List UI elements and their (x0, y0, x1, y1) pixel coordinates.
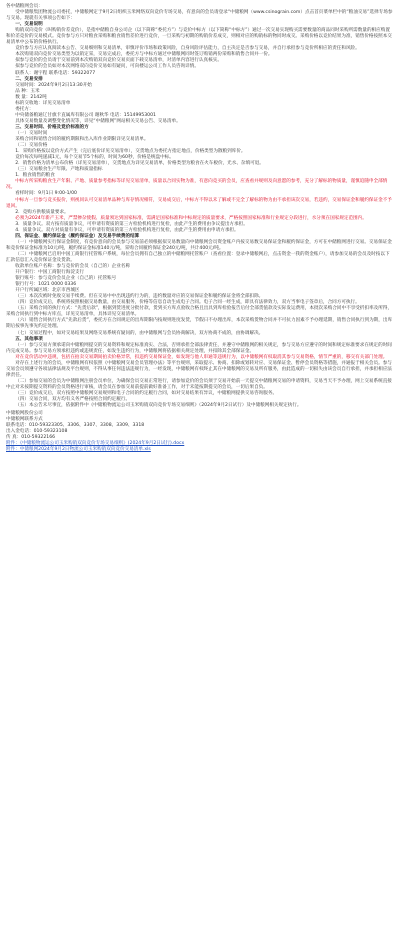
section-3-sub-3: （三）交易粮食生产年限、产地和质量指标 (15, 167, 103, 173)
section-1-para-3: 本次购销双向竞价交易类型为以销定采，交易完成后，委托方与中标方通过中储粮网同时签订购销两份采购和销售合同并一份。 (15, 52, 273, 58)
other-item-5: （五）本公告未尽事宜，依据附件中《中储粮物流运公司玉米购销双向竞价专场交易细则》（2024年9月2日试行）及中储粮网相关规定执行。 (15, 403, 302, 409)
purchase-execution-rule: （五）采购合同的执行方式：“先货后款”，根据到货进度分批付款，货到买方库点验收合格且出具到库检验报告后付全部货值款及实际发运费用，本批次采购合同中不享受折扣率及所得，采购合同执行到中标方库点，详见交易清单，具体详见交易清单。 (6, 306, 393, 318)
section-1-para-2: 竞价参与方应认真阅读本公告、交易细则和交易清单，审慎评价市场和政策风险，自身风险评估能力，自主决定是否参与交易，并自行承担参与竞价所相应的责任和风险。 (15, 46, 360, 52)
section-5-title: 五、其他事项 (15, 336, 43, 342)
intro-paragraph: 受中储粮集团物流公司委托，中储粮网定于9月2日组织玉米网络双向竞价专场交易，有意向的会员请登录“中储粮网（www.csinograin.com）点击首页菜单栏中的“粮油交易”选择专场参与交易。现就有关事项公告如下： (6, 10, 393, 22)
announcement-document (0, 0, 400, 453)
quality-warning-2: 中标方一旦参与竞买报价，则视同认可交易清单品种与库存情况相符，交易成交后，中标方不得以未了解或不完全了解标的物为由不承担该次交易，若违约，交易保证金和履约保证金不予退回。 (6, 197, 392, 209)
section-1-contact: 联系人：谢宇程 联系电话：59322077 (15, 70, 96, 76)
section-3-sub-3-item-4: 4．质量争议。双方对质量有争议，可申请有资质的第三方检验机构进行复检，由此产生的费用由申请方承担。 (15, 227, 239, 233)
bid-step-rule: 竞价每次每吨递减1元，每个交易节5个标的，时间为60秒，价格是统盘中标。 (15, 155, 174, 161)
trade-product: 品 种：玉米 (15, 88, 40, 94)
trade-quantity: 数 量：2142吨 (15, 94, 47, 100)
footer-fund-phone: 出入金电话：010-59323108 (6, 429, 68, 435)
other-item-1: （一）参与交易方须承诺向中储粮网提交的交易资料和规定标准真实、合法，否则承担全部法律责任，并遵守中储粮网的相关规定，参与交易方应遵守的时间和规定标准要求在规定的时间内完成交易。参与交易方须承担违约或违规责任，如发生违约行为，中储粮网将依据相关规定处理，并扣除其全部保证金。 (6, 342, 392, 354)
footer-contact-title: 中储粮网联系方式 (6, 417, 43, 423)
section-3-sub-3-item-3: 3．质量争议。双方按有质量争议，可申请有资质的第三方检验机构进行复检，由此产生的费用由争议提出方承担。 (15, 221, 248, 227)
trade-time: 交易时间：2024年9月2日13:30开始 (15, 82, 92, 88)
violation-warning: 对在竞价活动中违规，包括在拍卖交易期间拍卖价格异常，扣违约交易保证金，如发现与他人串通等违规行为，以中储粮网有权取消其参与交易资格，情节严重的，移交有关部门处理。 (15, 354, 388, 360)
greeting: 各中储粮网会员： (6, 4, 43, 9)
receiver-name: 收款单位账户名称：参与竞价的会员（自己的）企业名称 (15, 264, 131, 270)
section-3-sub-1-text: 采购合同和销售合同的履约期限和出入库作业期限详见交易清单。 (15, 137, 149, 143)
quality-warning-3: 必须为2024年新产玉米，严禁掺杂使假、质量须达到国家标准，需满足国家标准和中标规定的质量要求，严格按照国家标准和行业规定分段进行，水分须在国家规定范围内。 (15, 215, 367, 221)
trade-entrust-label: 委托方： (15, 106, 34, 112)
bank-account: 银行账号：参与竞价会员企业（自己的）托管账号 (15, 276, 117, 282)
section-1-para-1: 购销双向竞价（叫购销价差竞价），是指中储粮自身公司企（以下简称“委托方”）与竞价中标方（以下简称“中标方”）通过一次交易实现购买需要数量的商品同时采购所需数量的相应购置和价差竞价的交易模式。竞价参与方只对粮食采购和粮食销售差价进行竞价，一旦采购与初期的购销价差成交，则相对应的购销标的物同时成交。采购价格以竞价结果为准，销售价格按照本交易清单中公布的价格执行。 (6, 28, 392, 46)
attachment-rules-link[interactable]: 附件：《中储粮物流运公司玉米购销双向竞价专场交易细则》(2024年9月2日试行).docx (6, 441, 185, 447)
section-3-sub-1: （一）交易时间 (15, 130, 48, 136)
bank-region: 开户行所属区域：北京市西城区 (15, 288, 80, 294)
section-3-title: 三、交易时间、价格及竞价标准的方 (15, 124, 89, 130)
attachment-list-link[interactable]: 附件：中储粮网2024年9月2日物流公司玉米购销双向竞价交易清单.xls (6, 447, 151, 453)
contract-generation-rule: （四）竞价成交后，系统将按照根据交易数量，由交易服务，价格等信息自动生成电子合同。电子合同一经生成，即具有法律效力，双方当事电子签章后，合同方可执行。 (15, 300, 360, 306)
section-3-sub-2: （二）交易价格 (15, 143, 48, 149)
fee-rule: （三）本次次被时免收交易手续费。但在交易中中出现违约行为的，违约数量对应的交易保证金和履约保证金将全部扣除。 (15, 294, 264, 300)
section-4-title: 四、保证金、履约保证金（履约保证金）及交易手续费的结算 (15, 233, 140, 239)
trade-entrust-detail: 中央储备粮通辽甘旗卡直属库有限公司 谢秋华 电话：15149953001 (15, 112, 156, 118)
footer-fax: 传 真：010-59322166 (6, 435, 56, 441)
trade-list-note: 具体交易数量及调整变化情况等，详见“中储粮网”网站相关交易公告、交易清单。 (15, 118, 181, 124)
footer-telephone: 联系电话：010-59323305、3306、3307、3308、3309、3318 (6, 423, 145, 429)
sale-price-rule: 2．销售价格为清单公布价格（详见交易清单），交货地点为详见交易清单，价格类型为粮食在火车板价，光水、杂填可退。 (15, 161, 264, 167)
section-3-sub-3-item-2: 2．竞购方供粮质量要求。 (15, 209, 69, 215)
section-3-sub-3-item-1: 1．粮食销售的粮食 (15, 173, 55, 179)
section-1-para-5: 拟参与竞价的会员如对本次网络双向竞价交易如有疑问，可向楼运公司工作人员咨询详情。 (15, 64, 199, 70)
trade-target: 标的交收地：详见交易清单 (15, 100, 71, 106)
section-2-title: 二、交易安排 (15, 76, 43, 82)
other-item-2: （二）参加交易的会员为中储粮网注册会员单位，为确保会员交易正常进行，请参加竞价的会员须于交易开始前一天提交中储粮网交易的申请资料，交易当天不予办理，网上交易系统直接中止对未按期提交资料的会员资格进行审核，请会员在参加交易前提前做好准备工作，对于未能按期提交的会员，一切后果自负。 (6, 378, 392, 390)
quality-warning-1: 中标方所采购粮食生产年限、产地、质量参考指标等详见交易清单，质量以合同实物为准，有意向竞买的会员，应查看并规则及向意愿的参考，充分了解标的物质量，谨慎追随申全部情况。 (6, 179, 388, 191)
footer-company: 中储粮网股份公司 (6, 411, 43, 417)
other-item-3: （三）竞价成交后，双方按照中储粮网交易规则和电子合同的约定履行合同，如对交易结果有异议，中储粮网提供交易咨询服务。 (15, 391, 278, 396)
purchase-price-rule: 1．采购价格按以竞价方式产生（完后底价详见交易清单），交货地点为委托方指定地点，价格类型为散粮到库价。 (15, 149, 246, 155)
other-item-1-continued: 对存在上述行为的会员，中储粮网有权依照《中储粮网交易会员管理办法》等平台规则，采取提示、协商、扣除或划转对应、交易保证金、暂停会员资格等措施，并通报于相关会员。参与交易会员须遵守各项法律法规及平台规则，不得从事任何违法违规行为，一经发现，中储粮网有权终止其在中储粮网的交易及所有服务，由此造成的一切损失由该会员自行承担，并承担相应法律责任。 (6, 360, 392, 378)
bank-name: 开户银行：中国工商银行海淀支行 (15, 270, 85, 276)
inspection-time: 看样时间：9月1日 9:00-1/00 (15, 191, 77, 197)
custody-account-rule: （二）中储粮网已启用中国工商银行托管账户系统，每位会员拥有自己独立的中储粮网托管账户（查看位置：登录中储粮网后，点击资金一我的资金账户），请参加交易的会员及时按以下汇款信息汇入竞价保证金及货款。 (6, 251, 390, 263)
sale-execution-rule: （六）销售合同执行方式“先款后货”，委托方在合同规定的出库期限内按规则进度发货，节假日不办理出库，本次采购货物合同并不可抗力因素不予办理延期，销售合同执行到为期，出库期后按事先事先约定处理。 (6, 318, 393, 330)
deposit-rule: （一）中储粮网实行保证金制度，有竞价意向的会员参与交易前必须根据拟交易数量向中储粮网会员资金账户内按交易数交易保证金和履约保证金，方可在中储粮网进行交易。交易保证金和竞价保证金标准为10元/吨，履约保证金标准140元/吨，采购合同履约保证金240元/吨，共计400元/吨。 (6, 239, 392, 251)
bank-code: 银行行号：1021 0000 0336 (15, 282, 77, 288)
section-1-title: 一、交易说明 (15, 22, 43, 28)
section-1-para-4: 拟参与竞价的会员请于交易前到本次购销双向竞价交易页面下载交易清单，对清单内容进行认真核实。 (15, 58, 222, 64)
dispute-rule: （七）交易过程中，如对交易结果及网络交易系统有疑问的，由中储粮网与会员协商解决，双方协商不成的，由协调解决。 (15, 330, 264, 336)
other-item-4: （四）交易合同，双方均有义务严格按照合同约定履行。 (15, 397, 131, 403)
